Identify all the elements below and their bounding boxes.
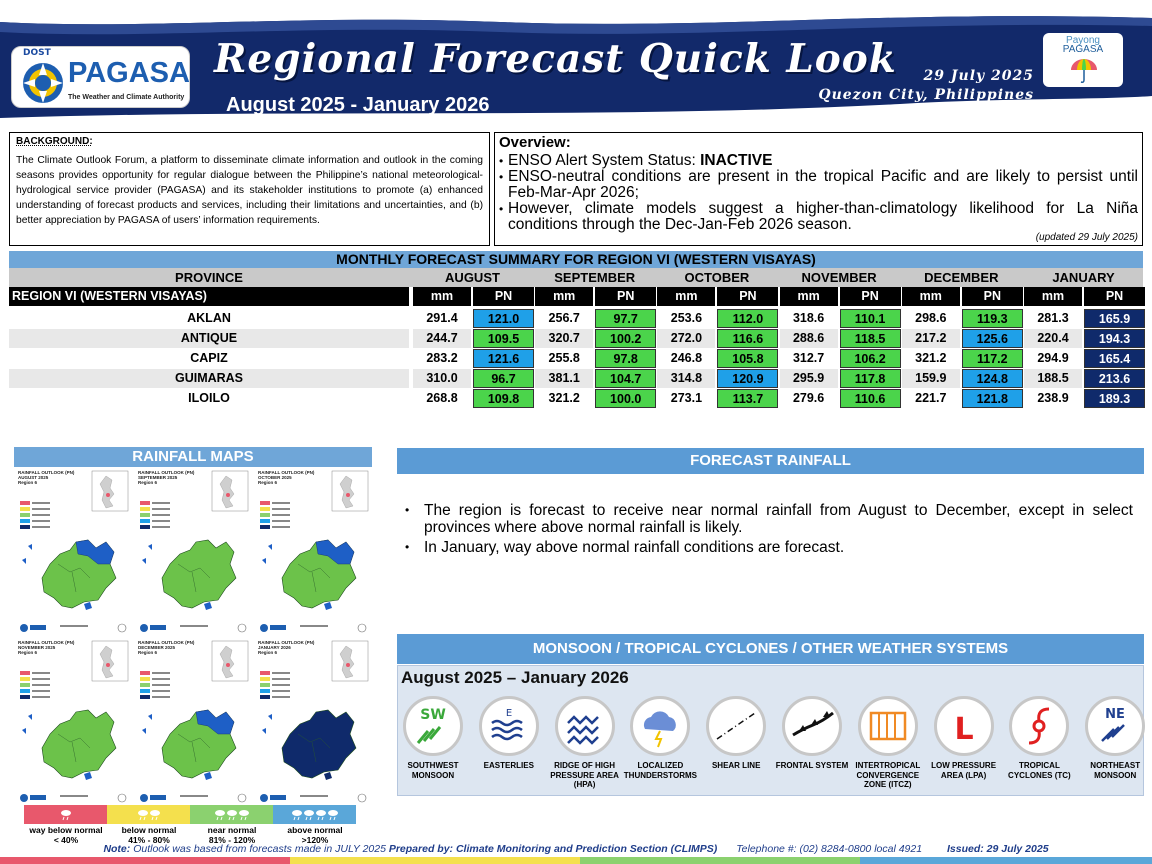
- map-month: NOVEMBER 2025: [18, 645, 56, 650]
- legend-swatch: [24, 805, 107, 824]
- mm-value: 294.9: [1037, 351, 1069, 365]
- rainfall-map-figure: [254, 638, 372, 808]
- mm-value: 238.9: [1037, 391, 1069, 405]
- month-header-september: SEPTEMBER: [554, 270, 636, 285]
- mm-value: 273.1: [670, 391, 703, 405]
- weather-system-label: FRONTAL SYSTEM: [775, 761, 849, 770]
- pn-value: 189.3: [1084, 389, 1145, 408]
- rainfall-map: [14, 638, 132, 808]
- weather-system-label: LOCALIZED THUNDERSTORMS: [623, 761, 697, 780]
- forecast-rainfall-text: The region is forecast to receive near normal rainfall from August to December, except in select provinces where above normal rainfall is likely.: [424, 502, 1133, 536]
- rainfall-map: [14, 468, 132, 638]
- pn-value: 110.6: [840, 389, 901, 408]
- weather-system-1: [476, 696, 542, 794]
- mm-header: mm: [535, 287, 593, 306]
- payong-label-bottom: PAGASA: [1062, 44, 1104, 55]
- weather-system-9: [1082, 696, 1148, 794]
- rainfall-map-figure: [254, 468, 372, 638]
- pn-value: 113.7: [717, 389, 778, 408]
- month-header-december: DECEMBER: [924, 270, 999, 285]
- umbrella-icon: [1069, 58, 1099, 84]
- note-text: Outlook was based from forecasts made in JULY 2025: [130, 843, 389, 855]
- weather-system-label: SHEAR LINE: [711, 761, 761, 770]
- map-month: SEPTEMBER 2025: [138, 475, 178, 480]
- pn-header: PN: [840, 287, 901, 306]
- note-label: Note:: [103, 843, 131, 855]
- mm-value: 291.4: [426, 311, 458, 325]
- overview-bullet-text: ENSO-neutral conditions are present in the tropical Pacific and are likely to persist until Feb-Mar-Apr 2026;: [508, 168, 1138, 201]
- pn-value: 106.2: [840, 349, 901, 368]
- pn-value: 118.5: [840, 329, 901, 348]
- legend-swatch: [107, 805, 190, 824]
- pn-value: 165.9: [1084, 309, 1145, 328]
- rainfall-map: [134, 638, 252, 808]
- legend-swatch: [190, 805, 273, 824]
- agency-name: PAGASA: [68, 57, 190, 89]
- mm-value: 188.5: [1024, 369, 1082, 388]
- lpa-code: L: [954, 712, 974, 747]
- rainfall-legend: [24, 805, 358, 845]
- weather-system-7: [931, 696, 997, 794]
- map-title-text: RAINFALL OUTLOOK (PN): [138, 640, 195, 645]
- pn-value: 165.4: [1084, 349, 1145, 368]
- easterlies-icon: [479, 696, 539, 756]
- agency-tagline: The Weather and Climate Authority: [68, 94, 185, 101]
- weather-system-label: NORTHEAST MONSOON: [1090, 761, 1141, 780]
- weather-system-8: [1006, 696, 1072, 794]
- legend-category: above normal: [287, 825, 343, 835]
- pn-header: PN: [595, 287, 656, 306]
- weather-system-label: TROPICAL CYCLONES (TC): [1008, 761, 1071, 780]
- payong-label-top: Payong: [1066, 35, 1100, 46]
- rainfall-maps-grid: [14, 468, 372, 817]
- weather-system-label: RIDGE OF HIGH PRESSURE AREA (HPA): [550, 761, 619, 789]
- map-region: Region 6: [258, 480, 278, 485]
- weather-system-0: [400, 696, 466, 794]
- rainfall-map: [134, 468, 252, 638]
- lpa-icon: [934, 696, 994, 756]
- map-month: AUGUST 2025: [18, 475, 49, 480]
- weather-system-6: [855, 696, 921, 794]
- table-sub-header: [9, 287, 1143, 306]
- pn-header: PN: [473, 287, 534, 306]
- mm-value: 246.8: [670, 351, 703, 365]
- mm-value: 312.7: [792, 351, 825, 365]
- province-name: CAPIZ: [190, 351, 228, 365]
- map-region: Region 6: [258, 650, 278, 655]
- weather-system-5: [775, 696, 849, 794]
- mm-value: 298.6: [915, 311, 947, 325]
- rainfall-map: [254, 638, 372, 808]
- mm-value: 288.6: [780, 329, 838, 348]
- pn-value: 97.8: [595, 349, 656, 368]
- frontal-system-icon: [782, 696, 842, 756]
- mm-value: 283.2: [426, 351, 458, 365]
- table-row: [0, 309, 1152, 328]
- prepared-by: Prepared by: Climate Monitoring and Prediction Section (CLIMPS): [388, 843, 718, 855]
- legend-category: way below normal: [29, 825, 103, 835]
- thunderstorm-icon: [630, 696, 690, 756]
- pn-value: 109.8: [473, 389, 534, 408]
- legend-range: 81% - 120%: [208, 835, 256, 845]
- province-name: ILOILO: [188, 391, 230, 405]
- month-header-january: JANUARY: [1052, 270, 1115, 285]
- mm-value: 217.2: [902, 329, 960, 348]
- overview-panel: [494, 132, 1143, 246]
- pn-value: 125.6: [962, 329, 1023, 348]
- ridge-hpa-icon: [555, 696, 615, 756]
- pn-value: 124.8: [962, 369, 1023, 388]
- background-text: The Climate Outlook Forum, a platform to disseminate climate information and outlook in the coming seasons provides opportunity for regular dialogue between the Philippine’s national meteorological-hydrological service provider (PAGASA) and its stakeholder institutions to promote (a) enhanced understanding of forecast products and services, including their limitations and uncertainties, and (b) better appreciation by PAGASA of users’ information requirements.: [16, 155, 483, 226]
- rain-cloud-icon: [24, 805, 107, 824]
- mm-value: 321.2: [548, 391, 580, 405]
- pn-value: 120.9: [717, 369, 778, 388]
- table-month-header: [9, 268, 1143, 287]
- rainfall-map-figure: [14, 638, 132, 808]
- forecast-period: August 2025 - January 2026: [226, 94, 490, 116]
- issued-date: Issued: 29 July 2025: [946, 843, 1049, 855]
- province-name: GUIMARAS: [9, 369, 409, 388]
- mm-value: 272.0: [657, 329, 715, 348]
- pn-value: 121.0: [473, 309, 534, 328]
- legend-category: near normal: [207, 825, 257, 835]
- overview-bullet-enso: • ENSO Alert System Status: INACTIVE: [499, 152, 773, 169]
- background-label: BACKGROUND:: [16, 136, 93, 147]
- mm-value: 295.9: [780, 369, 838, 388]
- map-title: [18, 470, 74, 485]
- pn-value: 194.3: [1084, 329, 1145, 348]
- pn-value: 104.7: [595, 369, 656, 388]
- mm-header: mm: [902, 287, 960, 306]
- overview-bullet-lanina: • However, climate models suggest a higher-than-climatology likelihood for La Niña conditions through the Dec-Jan-Feb 2026 season.: [499, 200, 1138, 233]
- mm-header: mm: [1024, 287, 1082, 306]
- mm-value: 255.8: [548, 351, 580, 365]
- mm-value: 381.1: [535, 369, 593, 388]
- map-month: OCTOBER 2025: [258, 475, 292, 480]
- mm-value: 221.7: [915, 391, 947, 405]
- province-name: ANTIQUE: [9, 329, 409, 348]
- mm-value: 279.6: [792, 391, 825, 405]
- mm-header: mm: [657, 287, 715, 306]
- background-panel: [9, 132, 490, 246]
- mm-header: mm: [413, 287, 471, 306]
- map-region: Region 6: [18, 650, 38, 655]
- map-title: [138, 470, 194, 485]
- mm-value: 314.8: [657, 369, 715, 388]
- forecast-rainfall-text: In January, way above normal rainfall conditions are forecast.: [424, 539, 845, 556]
- mm-value: 321.2: [915, 351, 947, 365]
- forecast-rainfall-item: • The region is forecast to receive near normal rainfall from August to December, except in select provinces where above normal rainfall is likely.: [405, 502, 1133, 536]
- map-month: JANUARY 2026: [258, 645, 291, 650]
- shear-line-icon: [706, 696, 766, 756]
- rain-cloud-icon: [190, 805, 273, 824]
- forecast-rainfall-item: • In January, way above normal rainfall conditions are forecast.: [405, 539, 845, 556]
- map-title-text: RAINFALL OUTLOOK (PN): [18, 640, 75, 645]
- pn-value: 100.2: [595, 329, 656, 348]
- overview-label: Overview:: [499, 134, 571, 151]
- mm-value: 244.7: [413, 329, 471, 348]
- weather-systems-period: August 2025 – January 2026: [401, 668, 629, 687]
- rainfall-map-figure: [134, 638, 252, 808]
- mm-value: 253.6: [670, 311, 703, 325]
- map-region: Region 6: [138, 480, 158, 485]
- weather-system-label: EASTERLIES: [483, 761, 534, 770]
- pagasa-seal-icon: [18, 59, 68, 105]
- forecast-rainfall-title: FORECAST RAINFALL: [397, 448, 1144, 474]
- map-title-text: RAINFALL OUTLOOK (PN): [18, 470, 75, 475]
- pn-header: PN: [1084, 287, 1145, 306]
- forecast-rainfall-list: [405, 502, 1133, 559]
- month-header-august: AUGUST: [445, 270, 500, 285]
- legend-range: 41% - 80%: [128, 835, 170, 845]
- overview-bullet-text: However, climate models suggest a higher-than-climatology likelihood for La Niña conditions through the Dec-Jan-Feb 2026 season.: [508, 200, 1138, 233]
- weather-system-label: SOUTHWEST MONSOON: [407, 761, 459, 780]
- weather-system-2: [552, 696, 618, 794]
- table-row: [0, 349, 1152, 368]
- month-header-october: OCTOBER: [684, 270, 750, 285]
- weather-system-4: [703, 696, 769, 794]
- pn-value: 121.8: [962, 389, 1023, 408]
- pn-value: 116.6: [717, 329, 778, 348]
- header-banner: [0, 0, 1152, 128]
- pn-header: PN: [717, 287, 778, 306]
- pn-value: 100.0: [595, 389, 656, 408]
- pn-value: 117.2: [962, 349, 1023, 368]
- footer-color-bar: [0, 857, 1152, 864]
- map-month: DECEMBER 2025: [138, 645, 176, 650]
- northeast-monsoon-icon: [1085, 696, 1145, 756]
- payong-pagasa-logo: [1043, 33, 1123, 87]
- pn-value: 97.7: [595, 309, 656, 328]
- mm-value: 318.6: [792, 311, 825, 325]
- mm-header: mm: [780, 287, 838, 306]
- pn-value: 105.8: [717, 349, 778, 368]
- pn-value: 110.1: [840, 309, 901, 328]
- table-row: [0, 369, 1152, 388]
- dost-label: DOST: [23, 48, 51, 58]
- legend-swatch: [273, 805, 356, 824]
- legend-label: [265, 825, 365, 845]
- province-header: PROVINCE: [175, 270, 243, 285]
- wind-code: E: [505, 708, 512, 719]
- mm-value: 268.8: [426, 391, 458, 405]
- rainfall-map: [254, 468, 372, 638]
- rainfall-map-figure: [134, 468, 252, 638]
- enso-status: INACTIVE: [700, 152, 773, 169]
- legend-category: below normal: [121, 825, 177, 835]
- mm-value: 310.0: [413, 369, 471, 388]
- legend-range: < 40%: [53, 835, 79, 845]
- wind-code: SW: [420, 707, 446, 723]
- table-row: [0, 329, 1152, 348]
- rainfall-maps-title: RAINFALL MAPS: [14, 447, 372, 467]
- month-header-november: NOVEMBER: [801, 270, 877, 285]
- weather-system-label: INTERTROPICAL CONVERGENCE ZONE (ITCZ): [855, 761, 921, 789]
- legend-range: >120%: [301, 835, 329, 845]
- map-title: [258, 640, 314, 655]
- pn-value: 117.8: [840, 369, 901, 388]
- pn-value: 213.6: [1084, 369, 1145, 388]
- map-region: Region 6: [138, 650, 158, 655]
- overview-updated: (updated 29 July 2025): [1035, 232, 1138, 243]
- table-row: [0, 389, 1152, 408]
- pagasa-logo: [11, 46, 190, 108]
- map-title: [18, 640, 74, 655]
- mm-value: 159.9: [902, 369, 960, 388]
- map-title: [258, 470, 314, 485]
- weather-systems-title: MONSOON / TROPICAL CYCLONES / OTHER WEATHER SYSTEMS: [397, 634, 1144, 664]
- pn-header: PN: [962, 287, 1023, 306]
- mm-value: 320.7: [535, 329, 593, 348]
- weather-system-3: [623, 696, 697, 794]
- pn-value: 112.0: [717, 309, 778, 328]
- map-title-text: RAINFALL OUTLOOK (PN): [138, 470, 195, 475]
- map-title-text: RAINFALL OUTLOOK (PN): [258, 470, 315, 475]
- issue-location: Quezon City, Philippines: [818, 87, 1034, 103]
- map-region: Region 6: [18, 480, 38, 485]
- overview-bullet-neutral: • ENSO-neutral conditions are present in the tropical Pacific and are likely to persist until Feb-Mar-Apr 2026;: [499, 168, 1138, 201]
- map-title-text: RAINFALL OUTLOOK (PN): [258, 640, 315, 645]
- footer-note: [0, 843, 1152, 855]
- southwest-monsoon-icon: [403, 696, 463, 756]
- mm-value: 256.7: [548, 311, 580, 325]
- enso-prefix: ENSO Alert System Status:: [508, 152, 701, 169]
- rain-cloud-icon: [273, 805, 356, 824]
- pn-value: 96.7: [473, 369, 534, 388]
- map-title: [138, 640, 194, 655]
- page-title: Regional Forecast Quick Look: [214, 36, 897, 82]
- forecast-table-title: MONTHLY FORECAST SUMMARY FOR REGION VI (WESTERN VISAYAS): [9, 251, 1143, 268]
- weather-systems-panel: [397, 665, 1144, 796]
- pn-value: 121.6: [473, 349, 534, 368]
- rainfall-map-figure: [14, 468, 132, 638]
- pn-value: 109.5: [473, 329, 534, 348]
- mm-value: 281.3: [1037, 311, 1069, 325]
- wind-code: NE: [1105, 707, 1126, 722]
- issue-date: 29 July 2025: [923, 68, 1034, 84]
- mm-value: 220.4: [1024, 329, 1082, 348]
- rain-cloud-icon: [107, 805, 190, 824]
- weather-system-label: LOW PRESSURE AREA (LPA): [931, 761, 997, 780]
- pn-value: 119.3: [962, 309, 1023, 328]
- tropical-cyclone-icon: [1009, 696, 1069, 756]
- itcz-icon: [858, 696, 918, 756]
- region-label: REGION VI (WESTERN VISAYAS): [9, 287, 409, 306]
- province-name: AKLAN: [187, 311, 231, 325]
- telephone: Telephone #: (02) 8284-0800 local 4921: [736, 843, 923, 855]
